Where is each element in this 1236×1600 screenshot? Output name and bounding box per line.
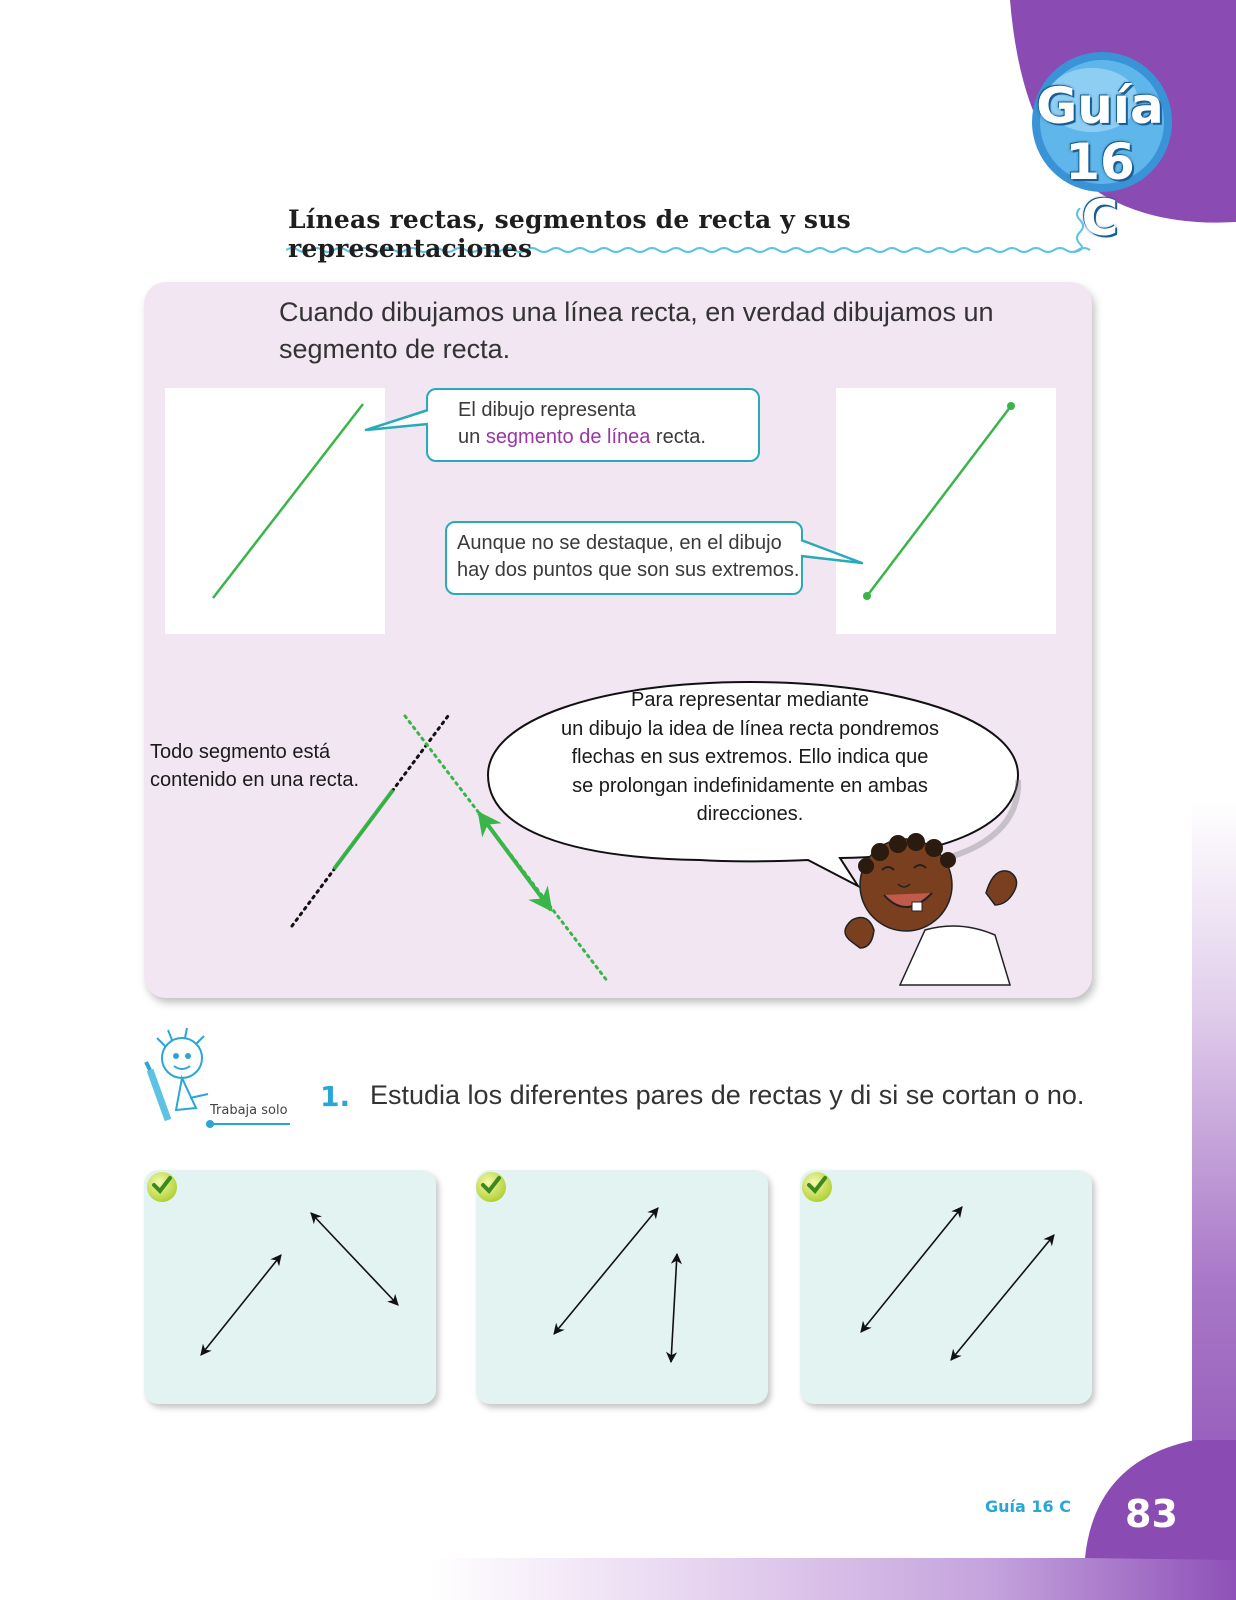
segment-on-black-line <box>334 790 393 869</box>
check-icon <box>802 1172 832 1202</box>
exercise-card-3[interactable] <box>800 1170 1092 1404</box>
intro-text: Cuando dibujamos una línea recta, en verdad dibujamos un segmento de recta. <box>279 297 994 364</box>
callout-segment-pointer <box>366 410 428 430</box>
side-note-line2: contenido en una recta. <box>150 769 360 791</box>
work-alone-label: Trabaja solo <box>210 1103 288 1118</box>
speech-line3: flechas en sus extremos. Ello indica que <box>571 746 929 768</box>
callout-segment-highlight: segmento de línea <box>485 426 651 448</box>
exercise-card-1[interactable] <box>144 1170 436 1404</box>
boy-character-icon <box>845 833 1017 985</box>
exercise-card-2[interactable] <box>476 1170 768 1404</box>
guide-badge-number: Guía 16 <box>1036 77 1164 191</box>
segment-right-endpoint-bottom <box>863 592 871 600</box>
check-icon <box>476 1172 506 1202</box>
page-title: Líneas rectas, segmentos de recta y sus representaciones <box>288 205 851 263</box>
guide-badge-letter: C <box>1081 189 1119 247</box>
segment-right <box>867 406 1011 596</box>
side-note-line1: Todo segmento está <box>150 741 331 763</box>
callout-segment-pre: un <box>458 426 486 448</box>
callout-endpoints-line2: hay dos puntos que son sus extremos. <box>457 559 800 581</box>
line-arrows-black <box>332 788 395 872</box>
side-note <box>150 738 380 794</box>
callout-endpoints-line1: Aunque no se destaque, en el dibujo <box>457 532 782 554</box>
segment-left <box>213 404 363 598</box>
page-number: 83 <box>1125 1492 1178 1536</box>
speech-line1: Para representar mediante <box>631 689 869 711</box>
speech-line5: direcciones. <box>696 803 804 825</box>
exercise-instruction: Estudia los diferentes pares de rectas y di si se cortan o no. <box>370 1080 1085 1110</box>
segment-right-endpoint-top <box>1007 402 1015 410</box>
speech-bubble-text <box>520 686 980 829</box>
footer-guide-label: Guía 16 C <box>985 1497 1071 1516</box>
callout-endpoints-pointer <box>801 540 862 563</box>
callout-segment-post: recta. <box>650 426 706 448</box>
speech-line2: un dibujo la idea de línea recta pondremos <box>560 717 940 740</box>
speech-line4: se prolongan indefinidamente en ambas <box>572 774 928 797</box>
exercise-number: 1. <box>320 1080 351 1113</box>
check-icon <box>147 1172 177 1202</box>
callout-segment-line1: El dibujo representa <box>458 399 636 421</box>
